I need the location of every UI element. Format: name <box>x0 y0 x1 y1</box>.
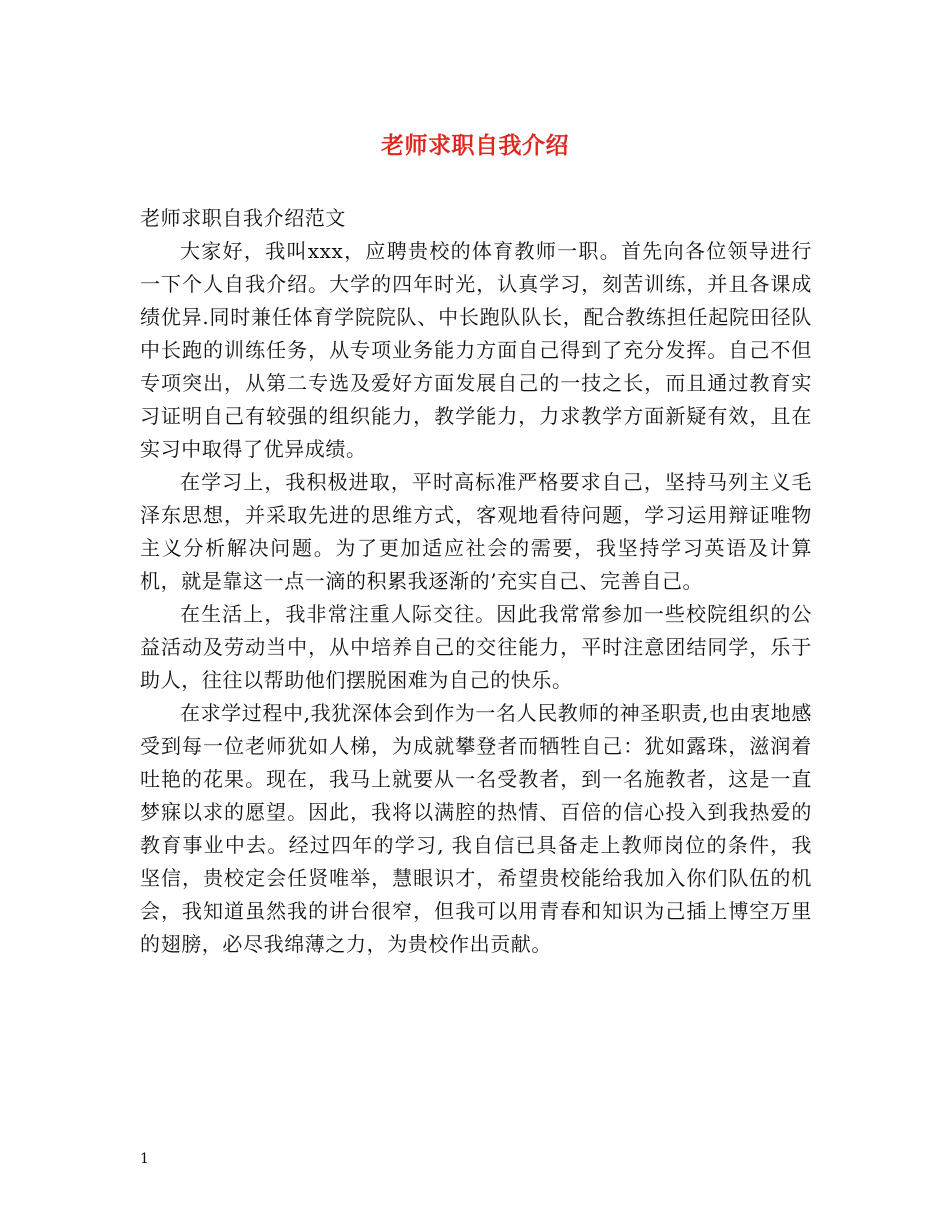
paragraph-study: 在学习上，我积极进取，平时高标准严格要求自己，坚持马列主义毛泽东思想，并采取先进的思维方式，客观地看待问题，学习运用辩证唯物主义分析解决问题。为了更加适应社会的需要，我坚持学习英语及计算机，就是靠这一点一滴的积累我逐渐的’充实自己、完善自己。 <box>140 470 812 593</box>
document-subtitle: 老师求职自我介绍范文 <box>140 206 346 230</box>
page-number: 1 <box>140 1151 149 1167</box>
paragraph-aspiration: 在求学过程中,我犹深体会到作为一名人民教师的神圣职责,也由衷地感受到每一位老师犹如人梯，为成就攀登者而牺牲自己：犹如露珠，滋润着吐艳的花果。现在，我马上就要从一名受教者，到一名施教者，这是一直梦寐以求的愿望。因此，我将以满腔的热情、百倍的信心投入到我热爱的教育事业中去。经过四年的学习, 我自信已具备走上教师岗位的条件，我坚信，贵校定会任贤唯举，慧眼识才，希望贵校能给我加入你们队伍的机会，我知道虽然我的讲台很窄，但我可以用青春和知识为己插上博空万里的翅膀，必尽我绵薄之力，为贵校作出贡献。 <box>140 701 812 956</box>
document-body <box>140 202 812 961</box>
paragraph-life: 在生活上，我非常注重人际交往。因此我常常参加一些校院组织的公益活动及劳动当中，从中培养自己的交往能力，平时注意团结同学，乐于助人，往往以帮助他们摆脱困难为自己的快乐。 <box>140 602 812 692</box>
document-title: 老师求职自我介绍 <box>381 132 569 159</box>
paragraph-introduction: 大家好，我叫xxx，应聘贵校的体育教师一职。首先向各位领导进行一下个人自我介绍。大学的四年时光，认真学习，刻苦训练，并且各课成绩优异.同时兼任体育学院院队、中长跑队队长，配合教练担任起院田径队中长跑的训练任务，从专项业务能力方面自己得到了充分发挥。自己不但专项突出，从第二专选及爱好方面发展自己的一技之长，而且通过教育实习证明自己有较强的组织能力，教学能力，力求教学方面新疑有效，且在实习中取得了优异成绩。 <box>140 239 812 461</box>
